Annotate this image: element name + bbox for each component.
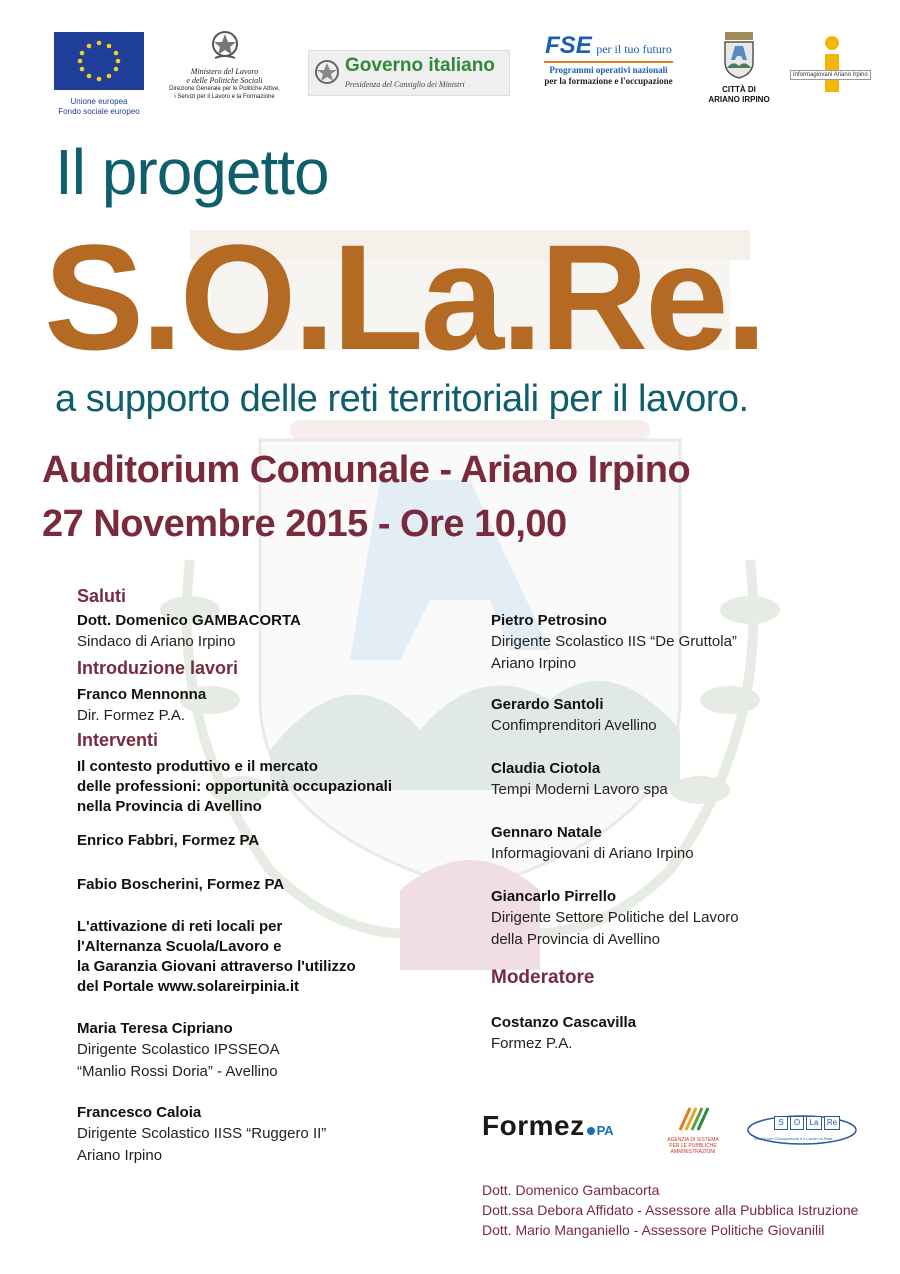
citta-logo <box>704 30 774 105</box>
petrosino-name: Pietro Petrosino <box>491 612 607 629</box>
fse-line-1: Programmi operativi nazionali <box>549 65 668 75</box>
topic-1-line: Il contesto produttivo e il mercato <box>77 758 318 775</box>
fse-tagline: per il tuo futuro <box>596 42 672 56</box>
saluti-role: Sindaco di Ariano Irpino <box>77 633 236 650</box>
section-interventi: Interventi <box>77 730 159 750</box>
agenzia-logo <box>664 1106 722 1155</box>
cipriano-name: Maria Teresa Cipriano <box>77 1020 233 1037</box>
informagiovani-label: Informagiovani <box>793 72 833 78</box>
topic-1-line: delle professioni: opportunità occupazionali <box>77 778 393 795</box>
solare-box: S <box>774 1116 788 1130</box>
citta-line-2: ARIANO IRPINO <box>708 95 770 104</box>
subtitle: a supporto delle reti territoriali per il lavoro. <box>55 378 749 420</box>
event-date: 27 Novembre 2015 - Ore 10,00 <box>42 503 567 545</box>
section-moderatore: Moderatore <box>491 967 595 988</box>
eu-caption-1: Unione europea <box>70 97 128 106</box>
solare-tag: Servizi per l'Occupazione e il Lavoro in Rete <box>754 1136 833 1141</box>
fse-logo <box>536 32 681 87</box>
topic-2 <box>77 917 477 997</box>
solare-logo <box>746 1110 858 1150</box>
fse-line-2: per la formazione e l'occupazione <box>544 76 673 86</box>
santoli-role: Confimprenditori Avellino <box>491 717 657 734</box>
speaker-boscherini: Fabio Boscherini, Formez PA <box>77 876 285 893</box>
governo-sub: Presidenza del Consiglio dei Ministri <box>345 80 465 89</box>
eu-flag-icon <box>54 32 144 90</box>
natale-role: Informagiovani di Ariano Irpino <box>491 845 694 862</box>
petrosino-role: Dirigente Scolastico IIS “De Gruttola” <box>491 633 737 650</box>
topic-1-line: nella Provincia di Avellino <box>77 798 262 815</box>
pirrello-role: Dirigente Settore Politiche del Lavoro <box>491 909 739 926</box>
informagiovani-logo <box>790 36 872 92</box>
ciotola-role: Tempi Moderni Lavoro spa <box>491 781 668 798</box>
ministero-line-1: Ministero del Lavoro <box>190 67 259 76</box>
topic-2-line: la Garanzia Giovani attraverso l'utilizzo <box>77 958 356 975</box>
footer-name: Dott. Mario Manganiello - Assessore Politiche Giovanilil <box>482 1222 825 1238</box>
city-crest-icon <box>721 30 757 80</box>
cipriano-role: “Manlio Rossi Doria” - Avellino <box>77 1063 278 1080</box>
info-i-icon <box>820 36 844 92</box>
fse-divider <box>544 61 673 63</box>
ministero-logo <box>162 28 287 101</box>
agenzia-line: AGENZIA DI SISTEMA <box>667 1137 719 1143</box>
informagiovani-place: Ariano Irpino <box>833 72 868 78</box>
project-title: S.O.La.Re. <box>44 213 765 381</box>
event-venue: Auditorium Comunale - Ariano Irpino <box>42 449 691 491</box>
ministero-line-3: Direzione Generale per le Politiche Attive, <box>169 86 280 92</box>
governo-brand: Governo italiano <box>345 55 495 76</box>
caloia-name: Francesco Caloia <box>77 1104 202 1121</box>
caloia-role: Dirigente Scolastico IISS “Ruggero II” <box>77 1125 327 1142</box>
eu-logo <box>54 32 144 117</box>
ciotola-name: Claudia Ciotola <box>491 760 601 777</box>
introduzione-role: Dir. Formez P.A. <box>77 707 186 724</box>
eu-caption-2: Fondo sociale europeo <box>58 107 140 116</box>
governo-logo <box>308 50 510 96</box>
saluti-name: Dott. Domenico GAMBACORTA <box>77 612 301 629</box>
ministero-line-4: i Servizi per il Lavoro e la Formazione <box>174 94 275 100</box>
title-small: Il progetto <box>55 136 329 208</box>
section-saluti: Saluti <box>77 586 127 606</box>
pirrello-name: Giancarlo Pirrello <box>491 888 617 905</box>
introduzione-name: Franco Mennonna <box>77 686 207 703</box>
topic-2-line: del Portale www.solareirpinia.it <box>77 978 300 995</box>
topic-1 <box>77 757 477 817</box>
footer-name: Dott. Domenico Gambacorta <box>482 1182 660 1198</box>
program-right-column <box>491 611 871 1055</box>
solare-box: La <box>806 1116 822 1130</box>
republic-emblem-icon <box>210 28 240 62</box>
republic-emblem-icon <box>313 57 341 87</box>
formez-brand: Formez <box>482 1110 585 1141</box>
moderatore-name: Costanzo Cascavilla <box>491 1014 637 1031</box>
solare-box: O <box>790 1116 804 1130</box>
agenzia-stripes-icon <box>676 1106 710 1132</box>
formez-dot <box>587 1127 595 1135</box>
topic-2-line: l'Alternanza Scuola/Lavoro e <box>77 938 282 955</box>
cipriano-role: Dirigente Scolastico IPSSEOA <box>77 1041 280 1058</box>
footer-names <box>482 1180 858 1240</box>
solare-box: Re <box>824 1116 840 1130</box>
citta-line-1: CITTÀ DI <box>722 85 756 94</box>
natale-name: Gennaro Natale <box>491 824 602 841</box>
agenzia-line: AMMINISTRAZIONI <box>670 1149 716 1155</box>
caloia-role: Ariano Irpino <box>77 1147 163 1164</box>
formez-logo <box>482 1110 614 1142</box>
speaker-fabbri: Enrico Fabbri, Formez PA <box>77 832 260 849</box>
agenzia-line: PER LE PUBBLICHE <box>669 1143 717 1149</box>
santoli-name: Gerardo Santoli <box>491 696 604 713</box>
formez-pa: PA <box>596 1123 614 1138</box>
ministero-line-2: e delle Politiche Sociali <box>186 76 263 85</box>
topic-2-line: L'attivazione di reti locali per <box>77 918 283 935</box>
pirrello-role: della Provincia di Avellino <box>491 931 660 948</box>
footer-name: Dott.ssa Debora Affidato - Assessore alla Pubblica Istruzione <box>482 1202 859 1218</box>
moderatore-role: Formez P.A. <box>491 1035 573 1052</box>
section-introduzione: Introduzione lavori <box>77 658 239 678</box>
program-left-column <box>77 585 477 1167</box>
petrosino-role: Ariano Irpino <box>491 655 577 672</box>
fse-mark: FSE <box>545 32 592 59</box>
